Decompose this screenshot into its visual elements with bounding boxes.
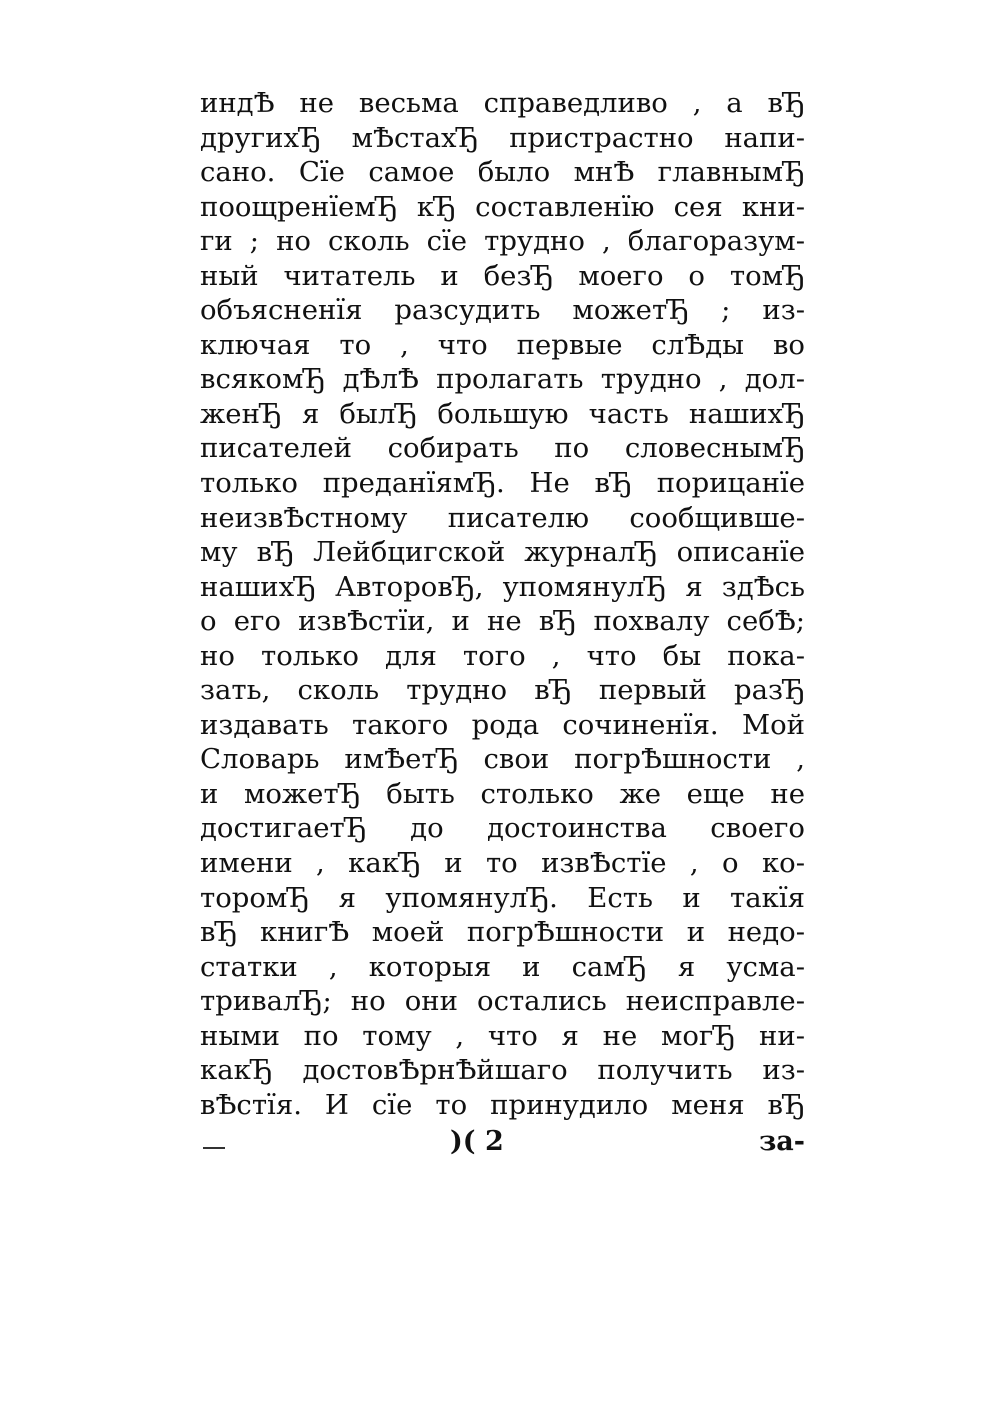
- text-line: вЂ книгѢ моей погрѢшности и недо-: [200, 916, 805, 949]
- text-line: неизвѢстному писателю сообщивше-: [200, 501, 805, 534]
- text-line: объясненїя разсудить можетЂ ; из-: [200, 294, 805, 327]
- text-line: торомЂ я упомянулЂ. Есть и такїя: [200, 881, 805, 914]
- text-line: женЂ я былЂ большую часть нашихЂ: [200, 397, 805, 430]
- text-line: тривалЂ; но они остались неисправле-: [200, 985, 805, 1018]
- text-line: му вЂ Лейбцигской журналЂ описанїе: [200, 536, 805, 569]
- text-line: и можетЂ быть столько же еще не: [200, 777, 805, 810]
- text-line: зать, сколь трудно вЂ первый разЂ: [200, 674, 805, 707]
- text-line: достигаетЂ до достоинства своего: [200, 812, 805, 845]
- text-line: индѢ не весьма справедливо , а вЂ: [200, 87, 805, 119]
- body-text: [200, 86, 805, 1122]
- footer-rule: [203, 1147, 225, 1149]
- page-footer: [200, 1122, 805, 1162]
- text-line: Словарь имѢетЂ свои погрѢшности ,: [200, 743, 805, 776]
- text-line: ключая то , что первые слѢды во: [200, 328, 805, 361]
- text-line: какЂ достовѢрнѢйшаго получить из-: [200, 1054, 805, 1087]
- text-line: всякомЂ дѢлѢ пролагать трудно , дол-: [200, 363, 805, 396]
- text-line: нашихЂ АвторовЂ, упомянулЂ я здѢсь: [200, 570, 805, 603]
- text-line: только преданїямЂ. Не вЂ порицанїе: [200, 467, 805, 500]
- text-line: статки , которыя и самЂ я усма-: [200, 950, 805, 983]
- text-line: вѢстїя. И сїе то принудило меня вЂ: [200, 1088, 805, 1121]
- text-line: имени , какЂ и то извѢстїе , о ко-: [200, 847, 805, 880]
- text-line: но только для того , что бы пока-: [200, 639, 805, 672]
- text-line: издавать такого рода сочиненїя. Мой: [200, 708, 805, 741]
- text-line: другихЂ мѢстахЂ пристрастно напи-: [200, 121, 805, 154]
- text-line: о его извѢстїи, и не вЂ похвалу себѢ;: [200, 605, 805, 638]
- signature-mark: )( 2: [450, 1126, 504, 1157]
- text-line: сано. Сїе самое было мнѢ главнымЂ: [200, 156, 805, 189]
- text-line: писателей собирать по словеснымЂ: [200, 432, 805, 465]
- text-line: ный читатель и безЂ моего о томЂ: [200, 259, 805, 292]
- catchword: за-: [759, 1126, 805, 1157]
- text-line: ги ; но сколь сїе трудно , благоразум-: [200, 225, 805, 258]
- text-line: ными по тому , что я не могЂ ни-: [200, 1019, 805, 1052]
- text-line: поощренїемЂ кЂ составленїю сея кни-: [200, 190, 805, 223]
